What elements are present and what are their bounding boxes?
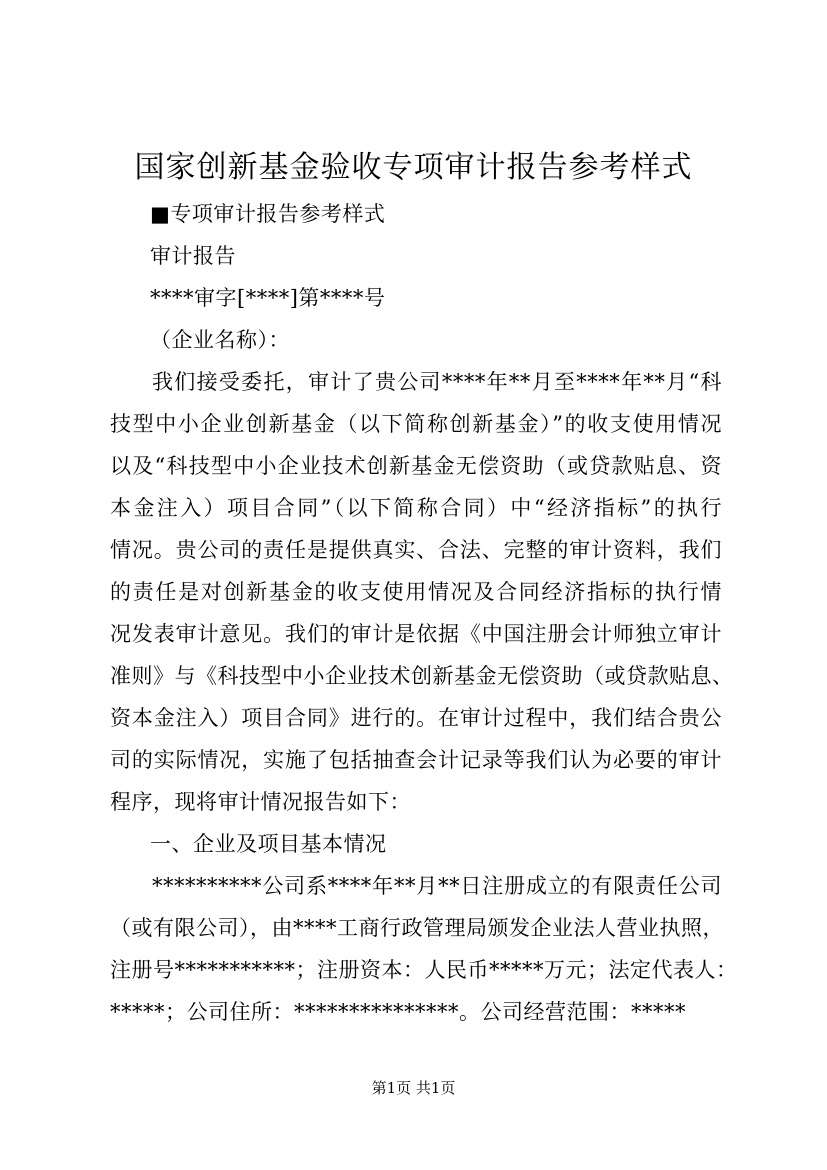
doc-line-paragraph: 我们接受委托，审计了贵公司****年**月至****年**月“科	[152, 370, 722, 394]
doc-line-paragraph: 的责任是对创新基金的收支使用情况及合同经济指标的执行情	[110, 580, 722, 604]
doc-line-paragraph: 司的实际情况，实施了包括抽查会计记录等我们认为必要的审计	[110, 748, 722, 772]
doc-line-paragraph: （或有限公司），由****工商行政管理局颁发企业法人营业执照，	[110, 916, 724, 940]
doc-line-paragraph: *****；公司住所：***************。公司经营范围：*****	[110, 1000, 686, 1024]
doc-line-addressee: （企业名称）：	[150, 328, 290, 352]
doc-line-paragraph: 况发表审计意见。我们的审计是依据《中国注册会计师独立审计	[110, 622, 722, 646]
doc-line-paragraph: 以及“科技型中小企业技术创新基金无偿资助（或贷款贴息、资	[110, 454, 722, 478]
doc-line-report-label: 审计报告	[150, 244, 236, 268]
doc-line-paragraph: 资本金注入）项目合同》进行的。在审计过程中，我们结合贵公	[110, 706, 722, 730]
doc-line-paragraph: 注册号***********；注册资本：人民币*****万元；法定代表人：	[110, 958, 738, 982]
doc-line-paragraph: 情况。贵公司的责任是提供真实、合法、完整的审计资料，我们	[110, 538, 722, 562]
doc-line-paragraph: **********公司系****年**月**日注册成立的有限责任公司	[152, 874, 722, 898]
document-title: 国家创新基金验收专项审计报告参考样式	[134, 150, 693, 185]
doc-line-section-title: 一、企业及项目基本情况	[150, 832, 387, 856]
doc-line-paragraph: 本金注入）项目合同”（以下简称合同）中“经济指标”的执行	[110, 496, 722, 520]
doc-line-paragraph: 技型中小企业创新基金（以下简称创新基金）”的收支使用情况	[110, 412, 722, 436]
doc-line-section-heading: ■专项审计报告参考样式	[150, 202, 386, 226]
doc-line-paragraph: 准则》与《科技型中小企业技术创新基金无偿资助（或贷款贴息、	[110, 664, 734, 688]
doc-line-report-number: ****审字[****]第****号	[150, 286, 386, 310]
page-footer: 第1页 共1页	[371, 1079, 456, 1097]
doc-line-paragraph: 程序，现将审计情况报告如下：	[110, 790, 411, 814]
